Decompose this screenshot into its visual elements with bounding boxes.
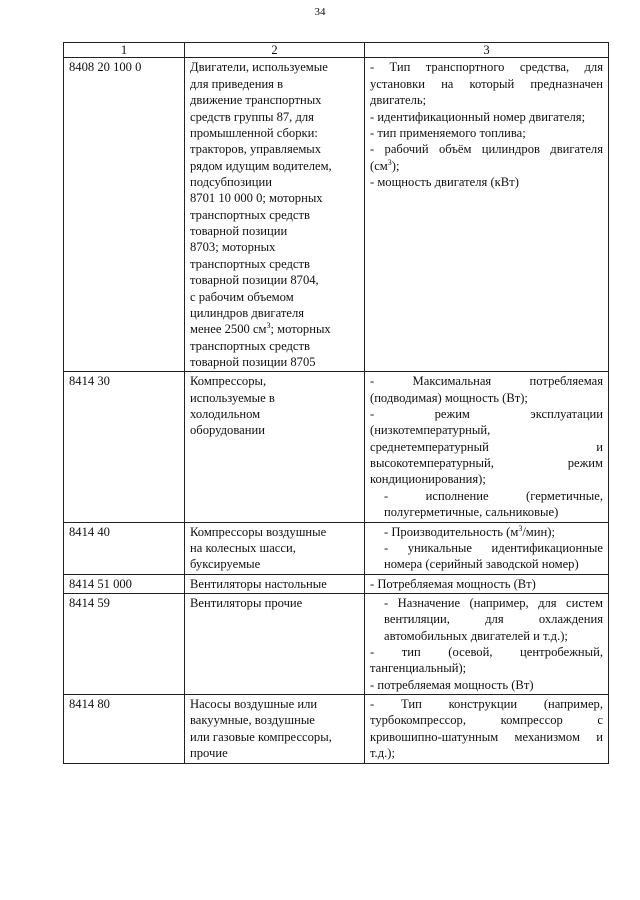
table-row [64,58,609,372]
characteristic-item: - идентификационный номер двигателя; [370,109,586,124]
characteristic-item: - рабочий объём цилиндров двигателя $(см^3)$; [370,142,603,173]
table-row [64,522,609,574]
characteristic-item: - мощность двигателя (кВт) [370,174,519,189]
goods-name: Вентиляторы прочие [185,593,365,694]
characteristic-item: - исполнение (герметичные, полугерметичные, сальниковые) [384,488,603,520]
characteristic-item: - Потребляемая мощность (Вт) [370,576,536,591]
column-header-3: 3 [365,43,609,58]
tnved-code: 8414 51 000 [64,574,185,593]
characteristics [365,574,609,593]
page-number: 34 [314,6,326,18]
characteristic-item: - режим эксплуатации (низкотемпературный, среднетемпературный и высокотемпературный, режим кондиционирования); [370,407,603,487]
characteristic-item: - потребляемая мощность (Вт) [370,677,534,692]
characteristic-item: - Производительность $(м^3/мин)$; [384,523,555,539]
column-header-2: 2 [185,43,365,58]
header-row [64,43,609,58]
tnved-code: 8414 80 [64,695,185,763]
characteristics [365,695,609,763]
characteristic-item: - Тип транспортного средства, для установки на который предназначен двигатель; [370,60,603,108]
goods-name: Двигатели, используемые для приведения в движение транспортных средств группы 87, для промышленной сборки: тракторов, управляемых рядом идущим водителем, подсубпозиции 8701 10 000 0; моторных транспортных средств товарной позиции 8703; моторных транспортных средств товарной позиции 8704, с рабочим объемом цилиндров двигателя менее 2500 $см^3$; моторных транспортных средств товарной позиции 8705 [185,58,365,372]
characteristics [365,593,609,694]
tnved-code: 8414 59 [64,593,185,694]
characteristic-item: - тип применяемого топлива; [370,125,526,140]
characteristic-item: - Максимальная потребляемая (подводимая) мощность (Вт); [370,374,603,405]
goods-name: Компрессоры, используемые в холодильном оборудовании [185,372,365,522]
table-row [64,574,609,593]
table-row [64,695,609,763]
characteristics [365,372,609,522]
characteristic-item: - Назначение (например, для систем вентиляции, для охлаждения автомобильных двигателей и т.д.); [384,595,603,643]
goods-name: Вентиляторы настольные [185,574,365,593]
column-header-1: 1 [64,43,185,58]
table-row [64,593,609,694]
characteristics [365,58,609,372]
table-row [64,372,609,522]
tnved-code: 8414 40 [64,522,185,574]
classification-table [63,42,609,764]
tnved-code: 8408 20 100 0 [64,58,185,372]
characteristic-item: - тип (осевой, центробежный, тангенциальный); [370,645,603,676]
characteristics [365,522,609,574]
goods-name: Компрессоры воздушные на колесных шасси, буксируемые [185,522,365,574]
tnved-code: 8414 30 [64,372,185,522]
goods-name: Насосы воздушные или вакуумные, воздушные или газовые компрессоры, прочие [185,695,365,763]
characteristic-item: - Тип конструкции (например, турбокомпрессор, компрессор с кривошипно-шатунным механизмом и т.д.); [370,697,603,761]
characteristic-item: - уникальные идентификационные номера (серийный заводской номер) [384,540,603,572]
